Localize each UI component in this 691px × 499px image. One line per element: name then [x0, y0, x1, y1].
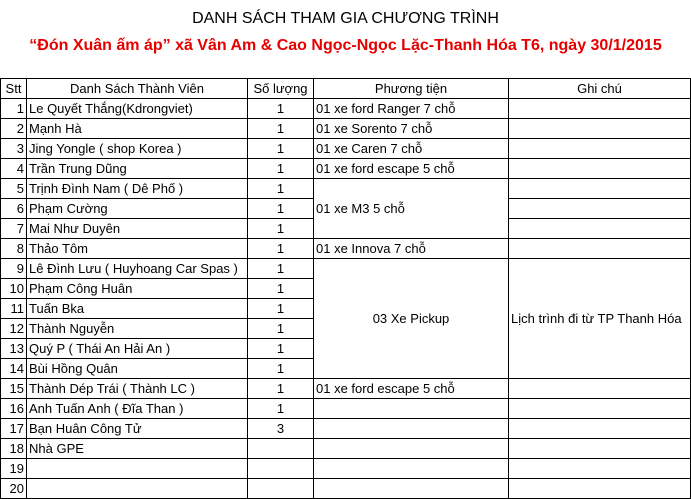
- table-row: [1, 139, 691, 159]
- cell-quantity[interactable]: 3: [248, 419, 314, 439]
- header-stt[interactable]: Stt: [1, 79, 27, 99]
- cell-note[interactable]: [509, 179, 691, 199]
- cell-member[interactable]: Mạnh Hà: [27, 119, 248, 139]
- cell-note[interactable]: [509, 199, 691, 219]
- cell-quantity[interactable]: 1: [248, 119, 314, 139]
- cell-member[interactable]: Phạm Cường: [27, 199, 248, 219]
- cell-stt[interactable]: 9: [1, 259, 27, 279]
- cell-stt[interactable]: 14: [1, 359, 27, 379]
- cell-quantity[interactable]: 1: [248, 259, 314, 279]
- cell-vehicle[interactable]: 01 xe ford escape 5 chỗ: [314, 379, 509, 399]
- cell-vehicle[interactable]: 01 xe Caren 7 chỗ: [314, 139, 509, 159]
- cell-note[interactable]: [509, 239, 691, 259]
- cell-stt[interactable]: 4: [1, 159, 27, 179]
- sheet-subtitle: “Đón Xuân ấm áp” xã Vân Am & Cao Ngọc-Ngọc Lặc-Thanh Hóa T6, ngày 30/1/2015: [29, 37, 662, 54]
- cell-quantity[interactable]: 1: [248, 339, 314, 359]
- cell-member[interactable]: Le Quyết Thắng(Kdrongviet): [27, 99, 248, 119]
- cell-quantity[interactable]: [248, 479, 314, 499]
- cell-quantity[interactable]: 1: [248, 379, 314, 399]
- cell-quantity[interactable]: 1: [248, 199, 314, 219]
- header-row: [1, 79, 691, 99]
- cell-note[interactable]: [509, 99, 691, 119]
- cell-quantity[interactable]: 1: [248, 319, 314, 339]
- cell-member[interactable]: Thành Nguyễn: [27, 319, 248, 339]
- cell-member[interactable]: Quý P ( Thái An Hải An ): [27, 339, 248, 359]
- header-quantity[interactable]: Số lượng: [248, 79, 314, 99]
- cell-stt[interactable]: 16: [1, 399, 27, 419]
- table-row: [1, 399, 691, 419]
- cell-stt[interactable]: 17: [1, 419, 27, 439]
- table-row: [1, 259, 691, 279]
- cell-vehicle-merged[interactable]: 01 xe M3 5 chỗ: [314, 179, 509, 239]
- cell-stt[interactable]: 1: [1, 99, 27, 119]
- cell-vehicle[interactable]: [314, 459, 509, 479]
- header-vehicle[interactable]: Phương tiện: [314, 79, 509, 99]
- cell-member[interactable]: Bùi Hồng Quân: [27, 359, 248, 379]
- cell-stt[interactable]: 12: [1, 319, 27, 339]
- cell-member[interactable]: Thành Dép Trái ( Thành LC ): [27, 379, 248, 399]
- cell-vehicle[interactable]: 01 xe Innova 7 chỗ: [314, 239, 509, 259]
- cell-vehicle[interactable]: 01 xe Sorento 7 chỗ: [314, 119, 509, 139]
- table-row: [1, 379, 691, 399]
- cell-member[interactable]: Trần Trung Dũng: [27, 159, 248, 179]
- cell-quantity[interactable]: 1: [248, 399, 314, 419]
- table-row: [1, 459, 691, 479]
- table-row: [1, 239, 691, 259]
- cell-quantity[interactable]: 1: [248, 159, 314, 179]
- participant-table: [0, 78, 691, 499]
- cell-quantity[interactable]: 1: [248, 359, 314, 379]
- cell-stt[interactable]: 19: [1, 459, 27, 479]
- cell-vehicle[interactable]: [314, 419, 509, 439]
- cell-vehicle[interactable]: 01 xe ford escape 5 chỗ: [314, 159, 509, 179]
- cell-member[interactable]: Jing Yongle ( shop Korea ): [27, 139, 248, 159]
- cell-note[interactable]: [509, 219, 691, 239]
- cell-member[interactable]: Phạm Công Huân: [27, 279, 248, 299]
- cell-member[interactable]: Tuấn Bka: [27, 299, 248, 319]
- cell-member[interactable]: Lê Đình Lưu ( Huyhoang Car Spas ): [27, 259, 248, 279]
- cell-member[interactable]: Anh Tuấn Anh ( Đĩa Than ): [27, 399, 248, 419]
- table-row: [1, 419, 691, 439]
- cell-member[interactable]: [27, 459, 248, 479]
- cell-quantity[interactable]: 1: [248, 299, 314, 319]
- cell-stt[interactable]: 11: [1, 299, 27, 319]
- cell-member[interactable]: Thảo Tôm: [27, 239, 248, 259]
- cell-stt[interactable]: 13: [1, 339, 27, 359]
- cell-quantity[interactable]: 1: [248, 279, 314, 299]
- cell-quantity[interactable]: 1: [248, 139, 314, 159]
- cell-vehicle-merged[interactable]: 03 Xe Pickup: [314, 259, 509, 379]
- header-member[interactable]: Danh Sách Thành Viên: [27, 79, 248, 99]
- cell-note[interactable]: [509, 119, 691, 139]
- table-row: [1, 159, 691, 179]
- table-row: [1, 439, 691, 459]
- cell-note[interactable]: [509, 479, 691, 499]
- table-row: [1, 179, 691, 199]
- cell-quantity[interactable]: [248, 459, 314, 479]
- cell-stt[interactable]: 15: [1, 379, 27, 399]
- cell-quantity[interactable]: 1: [248, 219, 314, 239]
- cell-member[interactable]: Mai Như Duyên: [27, 219, 248, 239]
- cell-quantity[interactable]: 1: [248, 99, 314, 119]
- cell-member[interactable]: Trịnh Đình Nam ( Dê Phố ): [27, 179, 248, 199]
- cell-vehicle[interactable]: 01 xe ford Ranger 7 chỗ: [314, 99, 509, 119]
- cell-vehicle[interactable]: [314, 439, 509, 459]
- cell-stt[interactable]: 6: [1, 199, 27, 219]
- table-row: [1, 479, 691, 499]
- cell-member[interactable]: Nhà GPE: [27, 439, 248, 459]
- cell-member[interactable]: Bạn Huân Công Tử: [27, 419, 248, 439]
- cell-note[interactable]: [509, 159, 691, 179]
- cell-stt[interactable]: 18: [1, 439, 27, 459]
- cell-quantity[interactable]: [248, 439, 314, 459]
- cell-stt[interactable]: 3: [1, 139, 27, 159]
- cell-note[interactable]: [509, 399, 691, 419]
- cell-stt[interactable]: 20: [1, 479, 27, 499]
- cell-quantity[interactable]: 1: [248, 179, 314, 199]
- cell-note[interactable]: [509, 419, 691, 439]
- cell-member[interactable]: [27, 479, 248, 499]
- cell-vehicle[interactable]: [314, 479, 509, 499]
- cell-stt[interactable]: 5: [1, 179, 27, 199]
- header-note[interactable]: Ghi chú: [509, 79, 691, 99]
- cell-note[interactable]: [509, 439, 691, 459]
- cell-stt[interactable]: 8: [1, 239, 27, 259]
- cell-stt[interactable]: 10: [1, 279, 27, 299]
- cell-stt[interactable]: 2: [1, 119, 27, 139]
- cell-stt[interactable]: 7: [1, 219, 27, 239]
- cell-vehicle[interactable]: [314, 399, 509, 419]
- cell-note[interactable]: [509, 139, 691, 159]
- sheet-title: DANH SÁCH THAM GIA CHƯƠNG TRÌNH: [192, 10, 499, 27]
- table-row: [1, 99, 691, 119]
- cell-note[interactable]: [509, 459, 691, 479]
- table-row: [1, 119, 691, 139]
- cell-note-merged[interactable]: Lịch trình đi từ TP Thanh Hóa: [509, 259, 691, 379]
- cell-note[interactable]: [509, 379, 691, 399]
- cell-quantity[interactable]: 1: [248, 239, 314, 259]
